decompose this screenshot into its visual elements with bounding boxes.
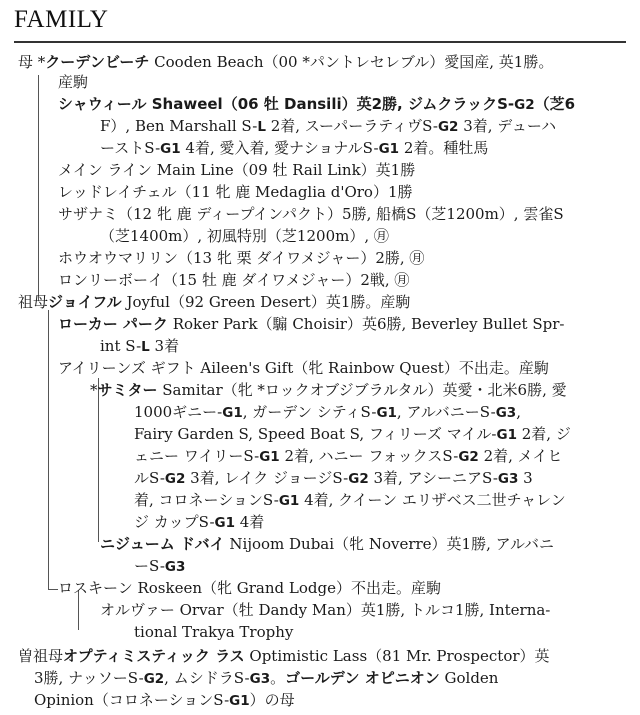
section-title: FAMILY	[14, 6, 109, 33]
family-line: シャウィール Shaweel（06 牡 Dansili）英2勝, ジムクラックS-G2（芝6	[58, 95, 576, 113]
family-line: int S-L 3着	[100, 337, 180, 355]
family-line: ーストS-G1 4着, 愛入着, 愛ナショナルS-G1 2着。種牡馬	[100, 139, 489, 157]
tree-line-dam	[38, 75, 39, 301]
family-line: tional Trakya Trophy	[134, 623, 294, 641]
family-line: *サミター Samitar（牝 *ロックオブジブラルタル）英愛・北米6勝, 愛	[90, 381, 567, 399]
family-line: 着, コロネーションS-G1 4着, クイーン エリザベス二世チャレン	[134, 491, 566, 509]
family-line: ニジューム ドバイ Nijoom Dubai（牝 Noverre）英1勝, アルバニ	[100, 535, 554, 553]
tree-branch-roskeen	[48, 589, 58, 590]
family-line: ジ カップS-G1 4着	[134, 513, 265, 531]
family-line: ロスキーン Roskeen（牝 Grand Lodge）不出走。産駒	[58, 579, 441, 597]
family-line: ェニー ワイリーS-G1 2着, ハニー フォックスS-G2 2着, メイヒ	[134, 447, 563, 465]
family-line: ホウオウマリリン（13 牝 栗 ダイワメジャー）2勝, ㊊	[58, 249, 425, 267]
family-line: 1000ギニー-G1, ガーデン シティS-G1, アルバニーS-G3,	[134, 403, 521, 421]
title-rule	[14, 41, 626, 43]
family-line: ロンリーボーイ（15 牡 鹿 ダイワメジャー）2戦, ㊊	[58, 271, 410, 289]
family-line: 祖母ジョイフル Joyful（92 Green Desert）英1勝。産駒	[18, 293, 411, 311]
family-line: （芝1400m）, 初風特別（芝1200m）, ㊊	[100, 227, 389, 245]
family-line: F）, Ben Marshall S-L 2着, スーパーラティヴS-G2 3着, デューハ	[100, 117, 557, 135]
family-line: ーS-G3	[134, 557, 186, 575]
family-line: 母 *クーデンビーチ Cooden Beach（00 *パントレセレブル）愛国産, 英1勝。	[18, 53, 554, 71]
family-line: メイン ライン Main Line（09 牡 Rail Link）英1勝	[58, 161, 416, 179]
family-line: Opinion（コロネーションS-G1）の母	[34, 691, 295, 709]
family-line: レッドレイチェル（11 牝 鹿 Medaglia d'Oro）1勝	[58, 183, 413, 201]
family-line: オルヴァー Orvar（牡 Dandy Man）英1勝, トルコ1勝, Interna-	[100, 601, 551, 619]
tree-line-aileen	[98, 378, 99, 542]
family-line: 3勝, ナッソーS-G2, ムシドラS-G3。ゴールデン オピニオン Golden	[34, 669, 499, 687]
family-line: ルS-G2 3着, レイク ジョージS-G2 3着, アシーニアS-G3 3	[134, 469, 533, 487]
family-line: 産駒	[58, 73, 89, 91]
family-line: Fairy Garden S, Speed Boat S, フィリーズ マイル-G1 2着, ジ	[134, 425, 571, 443]
family-line: アイリーンズ ギフト Aileen's Gift（牝 Rainbow Quest）不出走。産駒	[58, 359, 549, 377]
tree-line-granddam	[48, 310, 49, 590]
family-line: 曽祖母オプティミスティック ラス Optimistic Lass（81 Mr. Prospector）英	[18, 647, 550, 665]
family-line: ローカー パーク Roker Park（騸 Choisir）英6勝, Beverley Bullet Spr-	[58, 315, 565, 333]
family-line: サザナミ（12 牝 鹿 ディープインパクト）5勝, 船橋S（芝1200m）, 雲雀S	[58, 205, 564, 223]
